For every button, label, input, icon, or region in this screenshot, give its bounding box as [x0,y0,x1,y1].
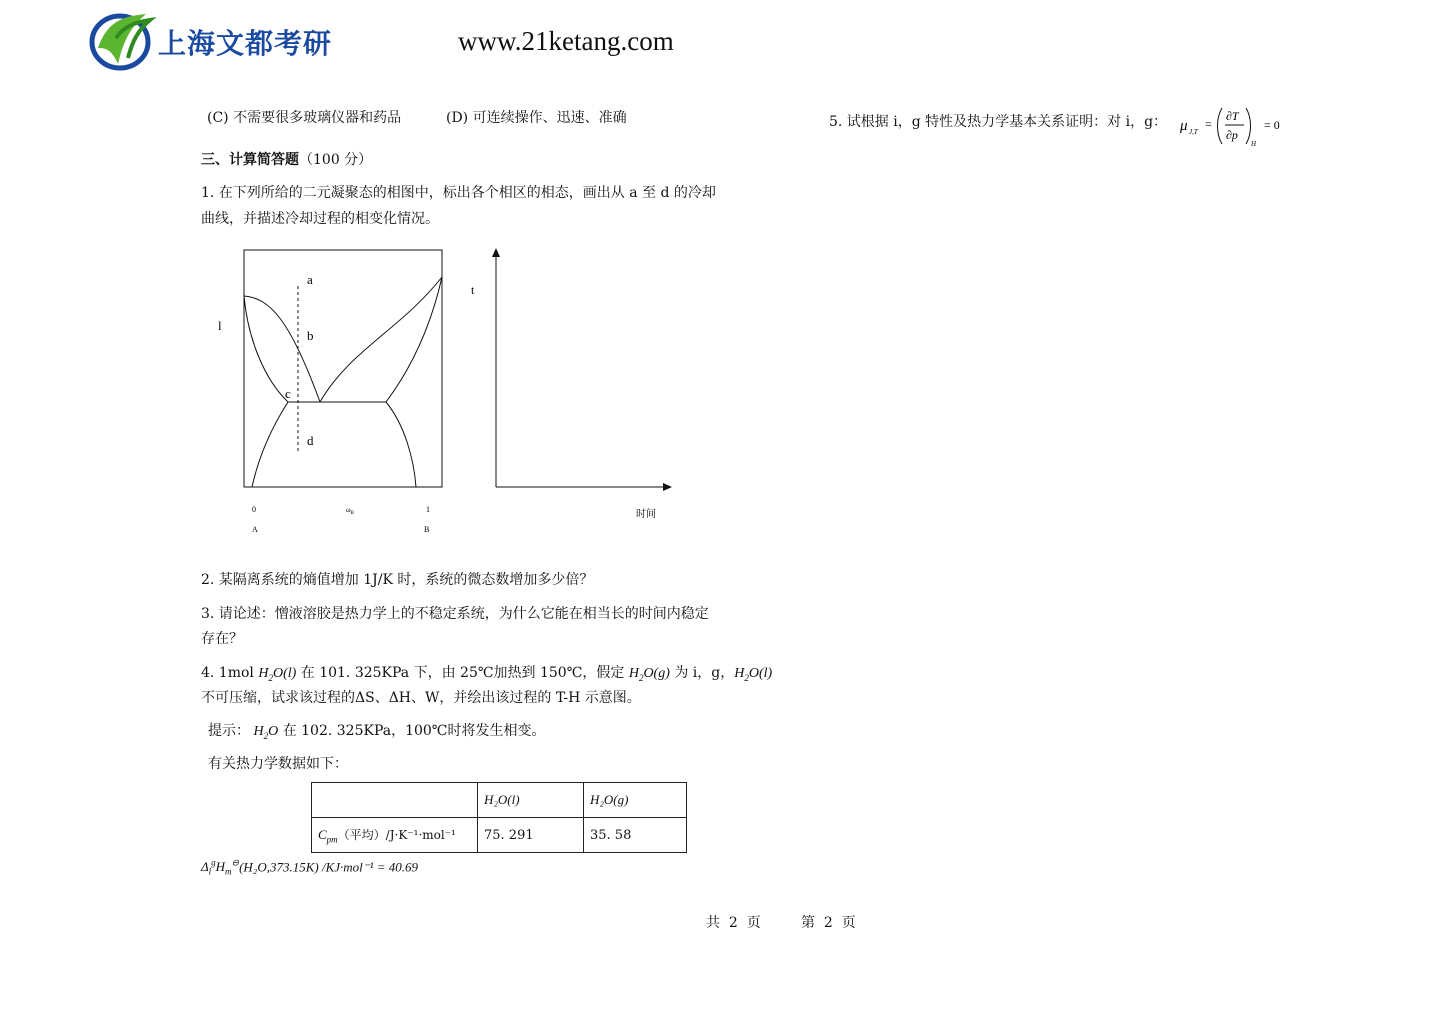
table-value-liquid: 75. 291 [478,818,584,853]
thermo-data-table [311,782,687,853]
label-component-a: A [252,525,258,534]
question-1-line-1: 1. 在下列所给的二元凝聚态的相图中，标出各个相区的相态，画出从 a 至 d 的冷却 [201,185,716,201]
cpm-symbol: $C_{pm}$ [318,826,338,845]
question-1-line-2: 曲线，并描述冷却过程的相变化情况。 [201,211,439,227]
option-d: (D) 可连续操作、迅速、准确 [446,110,627,126]
q4-part-1: 4. 1mol [201,665,259,681]
solvus-right [386,402,416,487]
logo-icon [88,8,158,72]
table-row-label [312,818,478,853]
label-a: a [307,272,313,287]
svg-text:J,T: J,T [1189,128,1198,136]
table-header-liquid: H₂O(l) [478,783,584,818]
table-corner-cell [312,783,478,818]
t-axis-arrow [492,248,500,257]
solidus-left [244,296,288,402]
enthalpy-symbol: $\Delta_l^gH_m^⊖$ [201,858,240,877]
tick-1: 1 [426,505,430,514]
question-4-hint [208,719,545,749]
phase-diagram [200,240,690,550]
table-header-row [312,783,687,818]
label-component-b: B [424,525,430,534]
label-l: l [218,318,222,333]
formula-water: $H_2O$ [250,724,279,741]
table-row-label-text: （平均）/J·K⁻¹·mol⁻¹ [337,827,456,842]
table-header-gas: H₂O(g) [584,783,687,818]
label-b: b [307,328,314,343]
svg-text:H: H [1251,140,1257,148]
time-axis-arrow [663,483,672,491]
tick-0: 0 [252,505,256,514]
equation-graphic [1180,104,1290,148]
page-total: 共 2 页 [706,915,761,931]
time-axis-label: 时间 [636,509,656,520]
svg-text:=: = [1205,117,1212,131]
svg-text:∂p: ∂p [1226,128,1238,142]
axis-wb: $\omega_B$ [346,506,354,516]
joule-thomson-equation [1180,104,1290,148]
solvus-left [252,402,288,487]
question-2: 2. 某隔离系统的熵值增加 1J/K 时，系统的微态数增加多少倍？ [201,572,594,588]
logo [88,8,158,72]
q4-part-3: 为 i，g， [669,665,735,681]
svg-text:= 0: = 0 [1264,118,1280,132]
page-current: 第 2 页 [801,915,856,931]
section-title [201,148,372,173]
enthalpy-expression: (H₂O,373.15K) /KJ·mol⁻¹ = 40.69 [239,859,419,875]
question-5-text: 5. 试根据 i，g 特性及热力学基本关系证明：对 i，g： [829,114,1168,130]
table-row [312,818,687,853]
hint-body: 在 102. 325KPa，100℃时将发生相变。 [278,723,546,739]
hint-prefix: 提示： [208,723,250,739]
question-3-line-1: 3. 请论述：憎液溶胶是热力学上的不稳定系统，为什么它能在相当长的时间内稳定 [201,606,709,622]
logo-text: 上海文都考研 [158,27,333,60]
question-3-line-2: 存在？ [201,631,243,647]
q4-part-2: 在 101. 325KPa 下，由 25℃加热到 150℃，假定 [296,665,629,681]
question-5 [829,110,1167,135]
site-url[interactable]: www.21ketang.com [458,26,674,56]
section-score: （100 分） [299,152,373,168]
formula-water-liquid: $H_2O(l)$ [258,666,297,683]
solidus-right [386,277,442,402]
label-d: d [307,433,314,448]
svg-text:μ: μ [1180,118,1188,134]
liquidus-right [320,277,442,402]
label-c: c [285,386,291,401]
formula-water-gas: $H_2O(g)$ [628,666,670,683]
question-4-line-2: 不可压缩，试求该过程的ΔS、ΔH、W，并绘出该过程的 T-H 示意图。 [201,690,641,706]
diagram-frame [244,250,442,487]
table-value-gas: 35. 58 [584,818,687,853]
section-heading: 三、计算简答题 [201,152,299,168]
option-c: (C) 不需要很多玻璃仪器和药品 [207,110,402,126]
svg-text:∂T: ∂T [1226,109,1239,123]
formula-water-liquid-2: $H_2O(l)$ [734,666,773,683]
t-axis-label: t [471,283,475,297]
vaporization-enthalpy [201,858,418,877]
question-4-data-intro: 有关热力学数据如下： [208,756,348,772]
